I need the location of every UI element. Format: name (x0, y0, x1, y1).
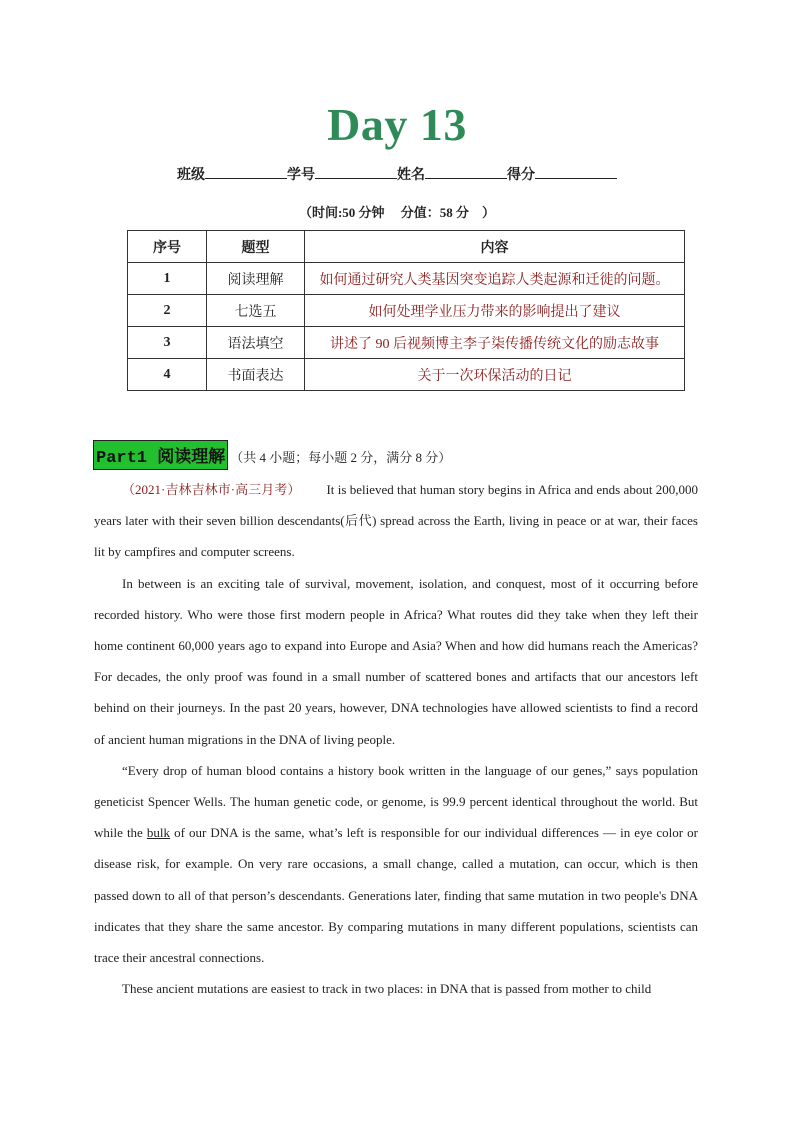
class-label: 班级 (177, 168, 205, 183)
table-header-row (128, 231, 685, 263)
passage-paragraph (94, 755, 698, 973)
row-content: 如何处理学业压力带来的影响提出了建议 (305, 295, 685, 327)
passage-paragraph: In between is an exciting tale of survival, movement, isolation, and conquest, most of it occurring before recorded history. Who were those first modern people in Africa? What routes did they take when they left their home continent 60,000 years ago to expand into Europe and Asia? When and how did humans reach the Americas? For decades, the only proof was found in a small number of scattered bones and artifacts that our ancestors left behind on their journeys. In the past 20 years, however, DNA technologies have allowed scientists to find a record of ancient human migrations in the DNA of living people. (94, 575, 698, 747)
passage-paragraph (94, 474, 698, 568)
passage-paragraph: These ancient mutations are easiest to track in two places: in DNA that is passed from mother to child (122, 981, 652, 997)
part1-note: （共 4 小题；每小题 2 分，满分 8 分） (230, 450, 452, 465)
part1-label: Part1 阅读理解 (93, 440, 228, 470)
table-row (128, 295, 685, 327)
paragraph-text: “Every drop of human blood contains a history book written in the language of our genes,” says population geneticist Spencer Wells. The human genetic code, or genome, is 99.9 percent identical throughout the world. But while the (94, 762, 698, 841)
row-type: 语法填空 (207, 327, 305, 359)
header-content: 内容 (305, 231, 685, 263)
row-num: 3 (128, 327, 207, 359)
row-content: 如何通过研究人类基因突变追踪人类起源和迁徙的问题。 (305, 263, 685, 295)
name-label: 姓名 (397, 168, 425, 183)
header-num: 序号 (128, 231, 207, 263)
header-type: 题型 (207, 231, 305, 263)
id-label: 学号 (287, 168, 315, 183)
time-score-line: （时间:50 分钟 分值：58 分 ） (298, 205, 496, 220)
class-blank (205, 166, 287, 179)
question-summary-table (127, 230, 685, 391)
row-content: 讲述了 90 后视频博主李子柒传播传统文化的励志故事 (305, 327, 685, 359)
row-num: 4 (128, 359, 207, 391)
row-type: 阅读理解 (207, 263, 305, 295)
table-row (128, 327, 685, 359)
paragraph-text: It is believed that human story begins in Africa and ends about 200,000 years later with their seven billion descendants(后代) spread across the Earth, living in peace or at war, their faces lit by campfires and computer screens. (94, 482, 698, 560)
table-row (128, 263, 685, 295)
score-label: 得分 (507, 168, 535, 183)
row-num: 2 (128, 295, 207, 327)
table-row (128, 359, 685, 391)
id-blank (315, 166, 397, 179)
row-content: 关于一次环保活动的日记 (305, 359, 685, 391)
reading-passage (94, 474, 698, 1004)
passage-source: （2021·吉林吉林市·高三月考） (122, 482, 301, 497)
row-type: 书面表达 (207, 359, 305, 391)
score-blank (535, 166, 617, 179)
name-blank (425, 166, 507, 179)
paragraph-text: of our DNA is the same, what’s left is responsible for our individual differences — in eye color or disease risk, for example. On very rare occasions, a small change, called a mutation, can occur, which is then passed down to all of that person’s descendants. Generations later, finding that same mutation in two people's DNA indicates that they share the same ancestor. By comparing mutations in many different populations, scientists can trace their ancestral connections. (94, 825, 698, 966)
part1-heading (93, 440, 451, 470)
student-info-line (0, 164, 794, 184)
page-title: Day 13 (327, 99, 467, 150)
row-type: 七选五 (207, 295, 305, 327)
underlined-word: bulk (146, 825, 171, 841)
row-num: 1 (128, 263, 207, 295)
